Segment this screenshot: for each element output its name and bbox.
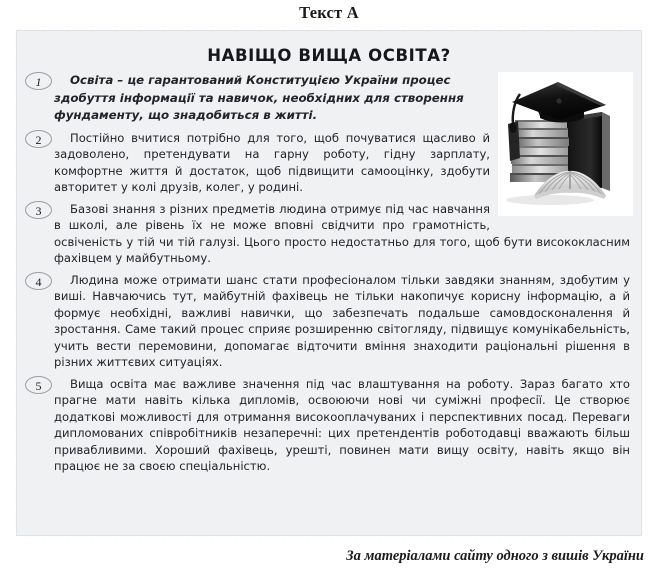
source-attribution: За матеріалами сайту одного з вишів України xyxy=(346,548,644,564)
paragraph-2 xyxy=(14,130,644,196)
paragraph-marker-1: 1 xyxy=(25,72,52,90)
paragraph-text-5: Вища освіта має важливе значення під час влаштування на роботу. Зараз багато хто прагне мати навіть кілька дипломів, освоюючи нові чи суміжні професії. Це створює додаткові можливості для отримання високооплачуваних і перспективних посад. Переваги дипломованих співробітників незаперечні: цих претендентів роботодавці вважають більш привабливими. Хороший фахівець, урешті, повинен мати вищу освіту, навіть якщо він працює не за своєю спеціальністю. xyxy=(54,376,630,473)
paragraph-3 xyxy=(14,201,644,267)
paragraph-4 xyxy=(14,272,644,371)
paragraph-marker-5: 5 xyxy=(25,376,52,394)
passage-content xyxy=(14,72,644,538)
paragraph-marker-4: 4 xyxy=(25,272,52,290)
paragraph-text-4: Людина може отримати шанс стати професіоналом тільки завдяки знанням, здобутим у виші. Навчаючись тут, майбутній фахівець не тільки накопичує корисну інформацію, а й формує необхідні, важливі навички, що забезпечать подальше самовдосконалення й зростання. Саме такий процес сприяє розширенню світогляду, підвищує комунікабельність, учить вести перемовини, допомагає відточити вміння знаходити раціональні рішення в різних життєвих ситуаціях. xyxy=(54,272,630,369)
paragraph-text-1: Освіта – це гарантований Конституцією України процес здобуття інформації та навичок, необхідних для створення фундаменту, що знадобиться в житті. xyxy=(54,73,464,122)
paragraph-marker-2: 2 xyxy=(25,130,52,148)
paragraph-text-3: Базові знання з різних предметів людина отримує під час навчання в школі, але рівень їх не може вповні свідчити про грамотність, освіченість у тій чи тій галузі. Цього просто недостатньо для того, щоб бути висококласним фахівцем у майбутньому. xyxy=(54,201,630,265)
paragraph-5 xyxy=(14,376,644,475)
paragraph-marker-3: 3 xyxy=(25,201,52,219)
paragraph-text-2: Постійно вчитися потрібно для того, щоб почуватися щасливо й задоволено, претендувати на гарну роботу, гідну зарплату, комфортне життя й достаток, щоб підвищити самооцінку, здобути авторитет у колі друзів, колег, у родині. xyxy=(54,130,490,194)
article-heading: НАВІЩО ВИЩА ОСВІТА? xyxy=(207,46,451,65)
page-title: Текст А xyxy=(299,3,359,22)
scalloped-border-top xyxy=(14,25,644,31)
paragraph-1 xyxy=(14,72,644,125)
text-passage-box xyxy=(14,28,644,538)
